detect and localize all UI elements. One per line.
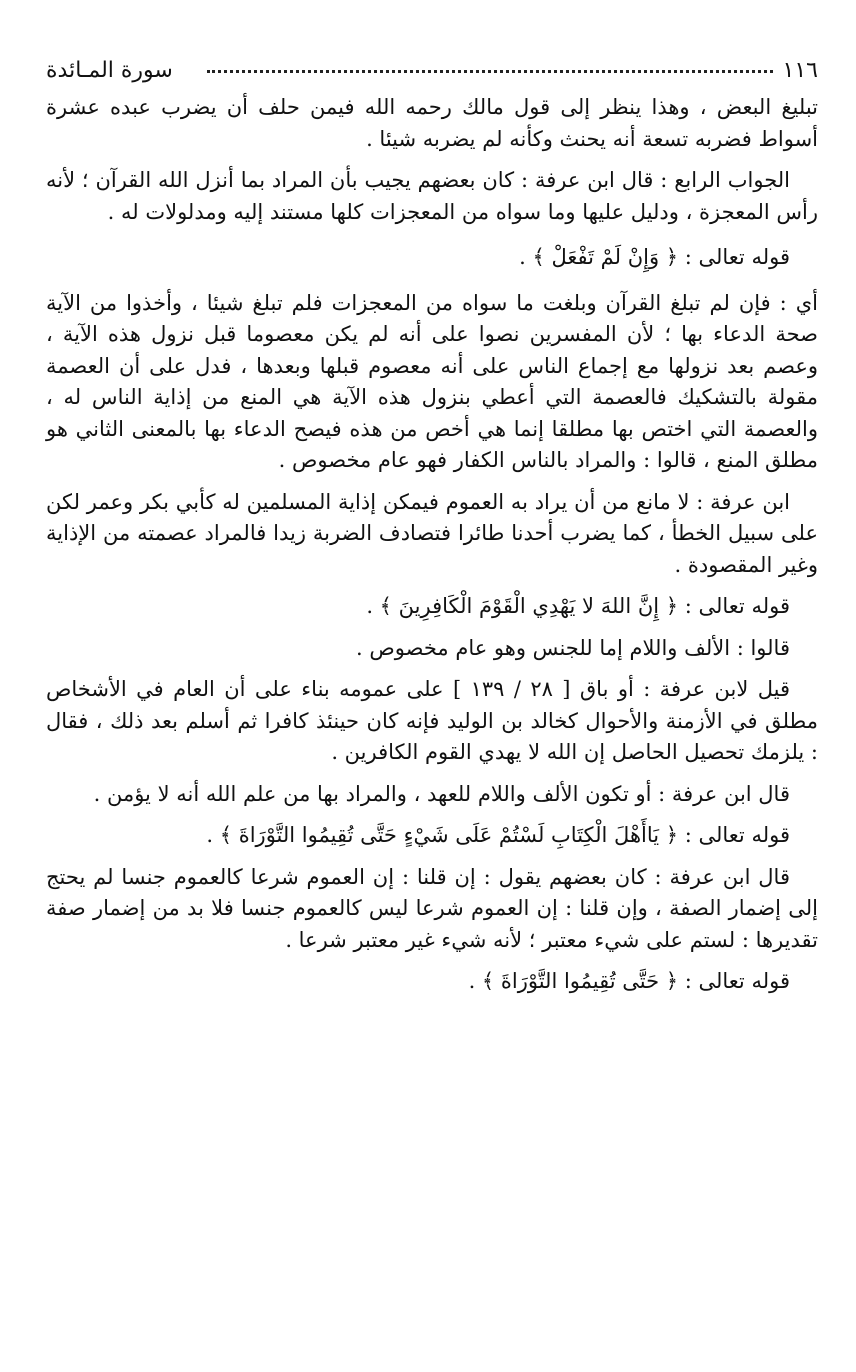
verse-heading-2: قوله تعالى : ﴿ إِنَّ اللهَ لا يَهْدِي الْقَوْمَ الْكَافِرِينَ ﴾ .: [366, 594, 790, 618]
page-header: [46, 56, 818, 92]
paragraph-3: أي : فإن لم تبلغ القرآن وبلغت ما سواه من المعجزات فلم تبلغ شيئا ، وأخذوا من الآية صحة الدعاء بها ؛ لأن المفسرين نصوا على أنه لم يكن معصوما قبل نزول هذه الآية ، وعصم بعد نزولها مع إجماع الناس على أنه معصوم قبلها وبعدها ، فدل على أن العصمة مقولة بالتشكيك فالعصمة التي أعطي بنزول هذه الآية هي المنع من إذاية الناس له ، والعصمة التي اختص بها مطلقا إنما هي أخص من هذه فيصح الدعاء بها بالمعنى الثاني هو مطلق المنع ، قالوا : والمراد بالناس الكفار فهو عام مخصوص .: [46, 290, 818, 472]
paragraph-7: قال ابن عرفة : أو تكون الألف واللام للعهد ، والمراد بها من علم الله أنه لا يؤمن .: [93, 781, 790, 806]
paragraph-2: الجواب الرابع : قال ابن عرفة : كان بعضهم يجيب بأن المراد بما أنزل الله القرآن ؛ لأنه رأس المعجزة ، ودليل عليها وما سواه من المعجزات كلها مستند إليه ومدلولات له .: [46, 168, 818, 224]
paragraph-5: قالوا : الألف واللام إما للجنس وهو عام مخصوص .: [356, 635, 790, 660]
verse-heading-1: قوله تعالى : ﴿ وَإِنْ لَمْ تَفْعَلْ ﴾ .: [519, 245, 790, 269]
paragraph-6: قيل لابن عرفة : أو باق [ ٢٨ / ١٣٩ ] على عمومه بناء على أن العام في الأشخاص مطلق في الأزمنة والأحوال كخالد بن الوليد فإنه كان حينئذ كافرا ثم أسلم بعد ذلك ، فقال : يلزمك تحصيل الحاصل إن الله لا يهدي القوم الكافرين .: [46, 677, 818, 764]
verse-heading-4: قوله تعالى : ﴿ حَتَّى تُقِيمُوا التَّوْرَاةَ ﴾ .: [468, 969, 790, 993]
paragraph-1: تبليغ البعض ، وهذا ينظر إلى قول مالك رحمه الله فيمن حلف أن يضرب عبده عشرة أسواط فضربه تسعة أنه يحنث وكأنه لم يضربه شيئا .: [46, 95, 818, 151]
paragraph-8: قال ابن عرفة : كان بعضهم يقول : إن قلنا : إن العموم شرعا كالعموم جنسا لم يحتج إلى إضمار الصفة ، وإن قلنا : إن العموم شرعا ليس كالعموم جنسا فلا بد من إضمار صفة تقديرها : لستم على شيء معتبر ؛ لأنه شيء غير معتبر شرعا .: [46, 864, 818, 952]
paragraph-4: ابن عرفة : لا مانع من أن يراد به العموم فيمكن إذاية المسلمين له كأبي بكر وعمر لكن على سبيل الخطأ ، كما يضرب أحدنا طائرا فتصادف الضربة زيدا فالمراد عصمته من الإذاية وغير المقصودة .: [46, 489, 818, 577]
verse-heading-3: قوله تعالى : ﴿ يَاأَهْلَ الْكِتَابِ لَسْتُمْ عَلَى شَيْءٍ حَتَّى تُقِيمُوا التَّوْرَاةَ ﴾ .: [206, 823, 790, 847]
header-dotted-leader: [207, 56, 773, 73]
page-number: ١١٦: [782, 58, 818, 83]
surah-title: سورة المـائدة: [46, 58, 173, 83]
